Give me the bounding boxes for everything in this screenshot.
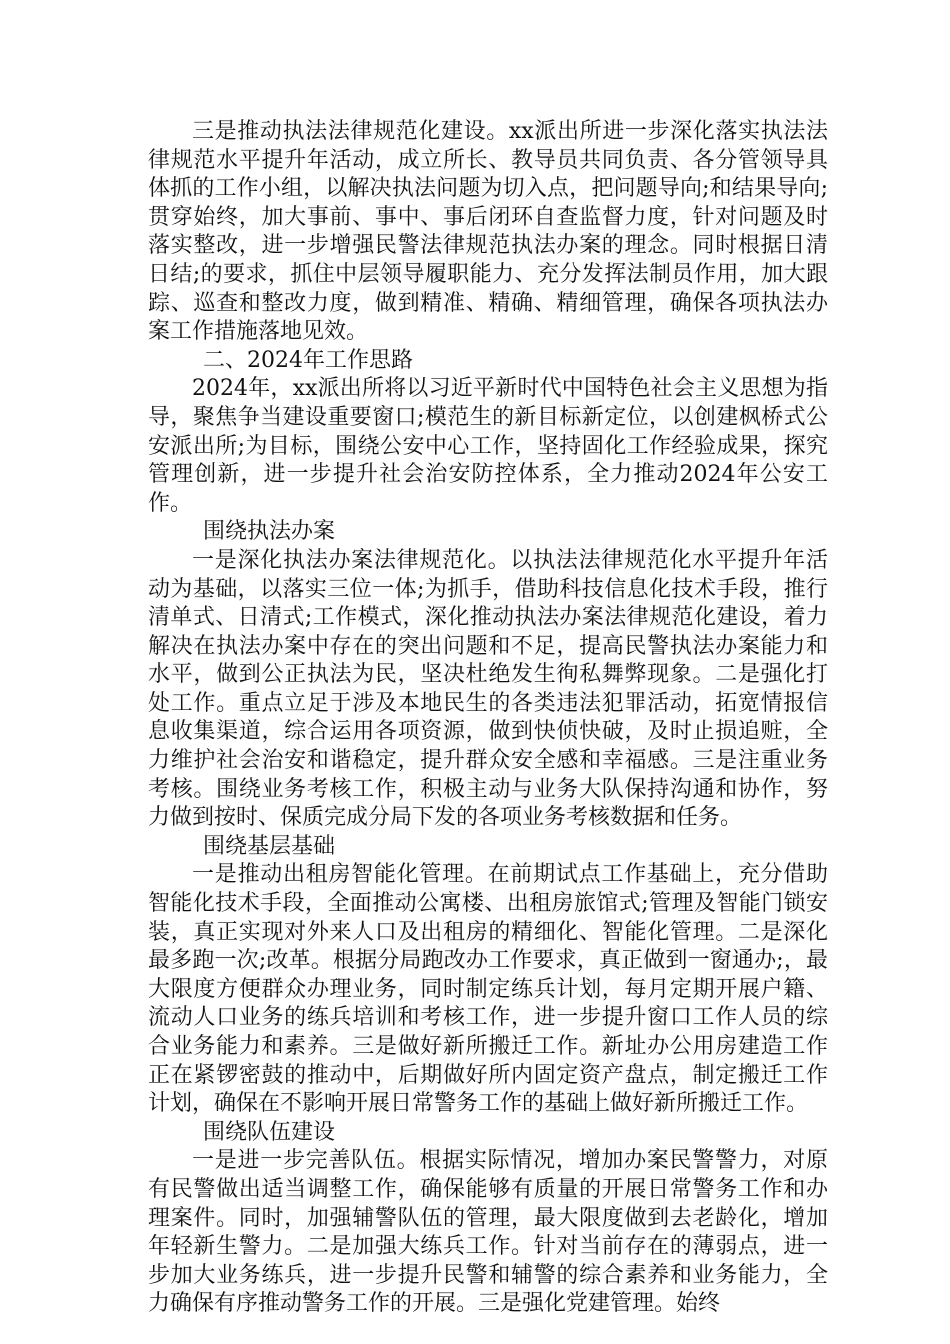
- paragraph-team-building: 一是进一步完善队伍。根据实际情况，增加办案民警警力，对原有民警做出适当调整工作，确保能够有质量的开展日常警务工作和办理案件。同时，加强辅警队伍的管理，最大限度做到去老龄化，增加年轻新生警力。二是加强大练兵工作。针对当前存在的薄弱点，进一步加大业务练兵，进一步提升民警和辅警的综合素养和业务能力，全力确保有序推动警务工作的开展。三是强化党建管理。始终: [148, 1148, 828, 1317]
- subheading-law-enforcement-cases: 围绕执法办案: [203, 519, 336, 545]
- paragraph-law-enforcement-cases: 一是深化执法办案法律规范化。以执法法律规范化水平提升年活动为基础，以落实三位一体;为抓手，借助科技信息化技术手段，推行清单式、日清式;工作模式，深化推动执法办案法律规范化建设，着力解决在执法办案中存在的突出问题和不足，提高民警执法办案能力和水平，做到公正执法为民，坚决杜绝发生徇私舞弊现象。二是强化打处工作。重点立足于涉及本地民生的各类违法犯罪活动，拓宽情报信息收集渠道，综合运用各项资源，做到快侦快破，及时止损追赃，全力维护社会治安和谐稳定，提升群众安全感和幸福感。三是注重业务考核。围绕业务考核工作，积极主动与业务大队保持沟通和协作，努力做到按时、保质完成分局下发的各项业务考核数据和任务。: [148, 547, 828, 831]
- subheading-grassroots-foundation: 围绕基层基础: [203, 833, 336, 859]
- paragraph-grassroots-foundation: 一是推动出租房智能化管理。在前期试点工作基础上，充分借助智能化技术手段，全面推动公寓楼、出租房旅馆式;管理及智能门锁安装，真正实现对外来人口及出租房的精细化、智能化管理。二是深化最多跑一次;改革。根据分局跑改办工作要求，真正做到一窗通办;，最大限度方便群众办理业务，同时制定练兵计划，每月定期开展户籍、流动人口业务的练兵培训和考核工作，进一步提升窗口工作人员的综合业务能力和素养。三是做好新所搬迁工作。新址办公用房建造工作正在紧锣密鼓的推动中，后期做好所内固定资产盘点，制定搬迁工作计划，确保在不影响开展日常警务工作的基础上做好新所搬迁工作。: [148, 862, 828, 1117]
- subheading-team-building: 围绕队伍建设: [203, 1119, 336, 1145]
- document-body: [148, 118, 828, 1319]
- paragraph-law-enforcement-standardization: 三是推动执法法律规范化建设。xx派出所进一步深化落实执法法律规范水平提升年活动，成立所长、教导员共同负责、各分管领导具体抓的工作小组，以解决执法问题为切入点，把问题导向;和结果导向;贯穿始终，加大事前、事中、事后闭环自查监督力度，针对问题及时落实整改，进一步增强民警法律规范执法办案的理念。同时根据日清日结;的要求，抓住中层领导履职能力、充分发挥法制员作用，加大跟踪、巡查和整改力度，做到精准、精确、精细管理，确保各项执法办案工作措施落地见效。: [148, 119, 828, 345]
- paragraph-2024-overview: 2024年，xx派出所将以习近平新时代中国特色社会主义思想为指导，聚焦争当建设重要窗口;模范生的新目标新定位，以创建枫桥式公安派出所;为目标，围绕公安中心工作，坚持固化工作经验成果，探究管理创新，进一步提升社会治安防控体系，全力推动2024年公安工作。: [148, 376, 828, 516]
- section-heading-2024-work-plan: 二、2024年工作思路: [203, 347, 413, 373]
